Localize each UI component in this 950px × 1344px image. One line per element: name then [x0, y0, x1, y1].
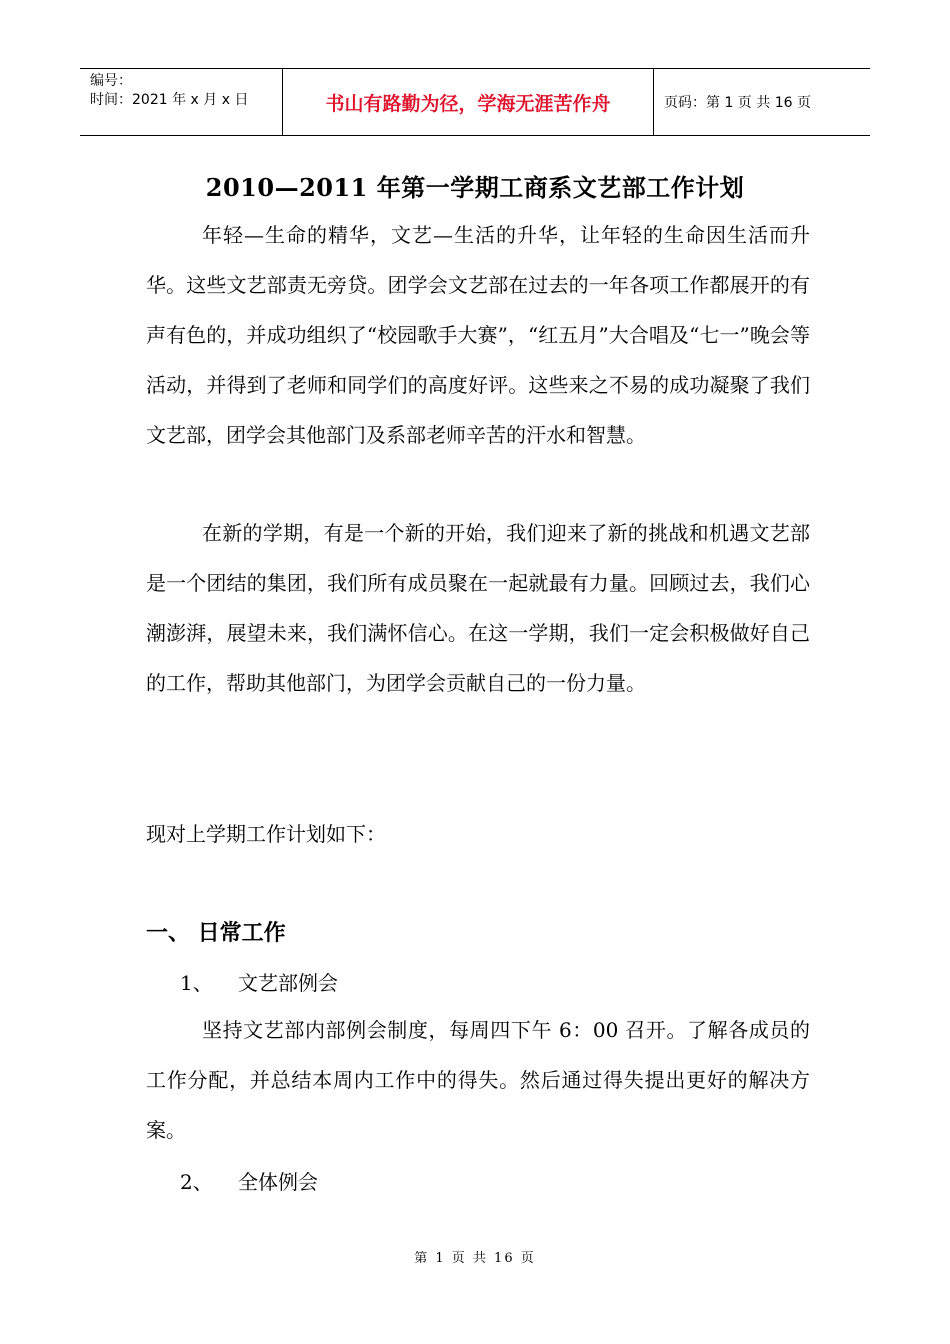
list-item: [180, 1166, 318, 1195]
item-number: 2、: [180, 1170, 213, 1194]
section-heading-1: 一、 日常工作: [146, 921, 286, 946]
motto-text: 书山有路勤为径，学海无涯苦作舟: [325, 92, 611, 115]
page-info-text: 页码：第 1 页 共 16 页: [664, 95, 811, 111]
document-title: 2010—2011 年第一学期工商系文艺部工作计划: [205, 173, 745, 202]
paragraph-1: 年轻—生命的精华，文艺—生活的升华，让年轻的生命因生活而升华。这些文艺部责无旁贷。团学会文艺部在过去的一年各项工作都展开的有声有色的，并成功组织了“校园歌手大赛”，“红五月”大合唱及“七一”晚会等活动，并得到了老师和同学们的高度好评。这些来之不易的成功凝聚了我们文艺部，团学会其他部门及系部老师辛苦的汗水和智慧。: [146, 223, 810, 447]
list-item: [180, 967, 338, 996]
page-info-cell: [654, 69, 870, 135]
item-number: 1、: [180, 971, 213, 995]
plan-intro: 现对上学期工作计划如下：: [146, 822, 386, 846]
item-label: 全体例会: [238, 1170, 318, 1194]
header-table: [80, 68, 870, 136]
header-meta-cell: [80, 69, 282, 135]
paragraph-2: 在新的学期，有是一个新的开始，我们迎来了新的挑战和机遇文艺部是一个团结的集团，我们所有成员聚在一起就最有力量。回顾过去，我们心潮澎湃，展望未来，我们满怀信心。在这一学期，我们一定会积极做好自己的工作，帮助其他部门，为团学会贡献自己的一份力量。: [146, 521, 810, 695]
item-label: 文艺部例会: [238, 971, 338, 995]
time-label: 时间：2021 年 x 月 x 日: [90, 92, 249, 108]
page-footer: 第 1 页 共 16 页: [414, 1251, 536, 1266]
paragraph-3: 坚持文艺部内部例会制度，每周四下午 6：00 召开。了解各成员的工作分配，并总结本周内工作中的得失。然后通过得失提出更好的解决方案。: [146, 1018, 810, 1142]
motto-cell: [282, 69, 654, 135]
number-label: 编号：: [90, 73, 132, 89]
